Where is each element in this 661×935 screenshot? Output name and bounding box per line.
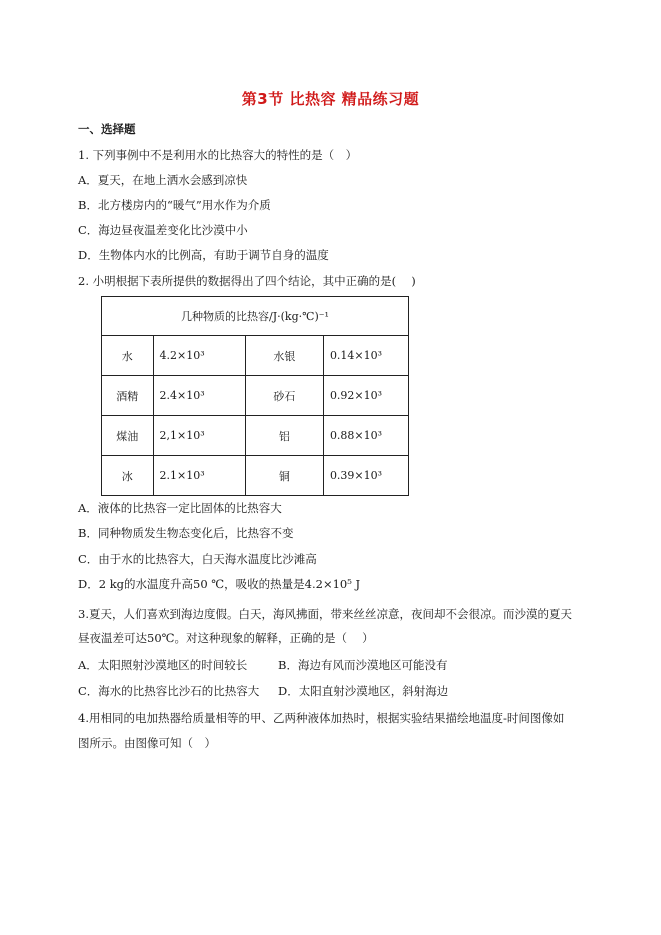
section-heading: 一、选择题	[78, 122, 136, 136]
q2-option-c: C．由于水的比热容大，白天海水温度比沙滩高	[78, 552, 317, 566]
table-row	[102, 416, 409, 456]
substance-value: 2.4×10³	[153, 376, 245, 416]
substance-name: 砂石	[245, 376, 323, 416]
specific-heat-table	[101, 296, 409, 496]
q3-stem-line2: 昼夜温差可达50℃。对这种现象的解释，正确的是（ ）	[78, 631, 374, 645]
table-row	[102, 456, 409, 496]
q1-option-a: A．夏天，在地上洒水会感到凉快	[78, 173, 248, 187]
substance-value: 2,1×10³	[153, 416, 245, 456]
table-row	[102, 376, 409, 416]
table-row	[102, 336, 409, 376]
q2-option-d: D．2 kg的水温度升高50 ℃，吸收的热量是4.2×10⁵ J	[78, 577, 361, 591]
q3-option-d: D．太阳直射沙漠地区，斜射海边	[278, 684, 449, 698]
q2-option-a: A．液体的比热容一定比固体的比热容大	[78, 501, 282, 515]
substance-name: 铝	[245, 416, 323, 456]
q2-option-b: B．同种物质发生物态变化后，比热容不变	[78, 526, 294, 540]
q4-stem-line1: 4.用相同的电加热器给质量相等的甲、乙两种液体加热时，根据实验结果描绘地温度-时间图像如	[78, 711, 565, 725]
substance-name: 冰	[102, 456, 154, 496]
q1-stem: 1. 下列事例中不是利用水的比热容大的特性的是（ ）	[78, 148, 358, 162]
substance-value: 0.39×10³	[323, 456, 408, 496]
substance-name: 铜	[245, 456, 323, 496]
q1-option-d: D．生物体内水的比例高，有助于调节自身的温度	[78, 248, 329, 262]
substance-value: 0.92×10³	[323, 376, 408, 416]
substance-value: 0.14×10³	[323, 336, 408, 376]
q3-option-a: A．太阳照射沙漠地区的时间较长	[78, 658, 248, 672]
substance-name: 水	[102, 336, 154, 376]
page-title: 第3节 比热容 精品练习题	[241, 90, 420, 108]
substance-name: 水银	[245, 336, 323, 376]
q3-option-b: B．海边有风而沙漠地区可能没有	[278, 658, 448, 672]
q2-stem: 2. 小明根据下表所提供的数据得出了四个结论，其中正确的是( )	[78, 274, 416, 288]
q3-option-c: C．海水的比热容比沙石的比热容大	[78, 684, 260, 698]
q3-options-row1	[78, 657, 447, 673]
table-header-row	[102, 297, 409, 336]
substance-name: 煤油	[102, 416, 154, 456]
q3-options-row2	[78, 683, 448, 699]
table-header: 几种物质的比热容/J·(kg·℃)⁻¹	[102, 297, 409, 336]
substance-value: 4.2×10³	[153, 336, 245, 376]
substance-value: 0.88×10³	[323, 416, 408, 456]
q4-stem-line2: 图所示。由图像可知（ ）	[78, 736, 216, 750]
substance-name: 酒精	[102, 376, 154, 416]
substance-value: 2.1×10³	[153, 456, 245, 496]
q3-stem-line1: 3.夏天，人们喜欢到海边度假。白天，海风拂面，带来丝丝凉意，夜间却不会很凉。而沙漠的夏天	[78, 607, 572, 621]
q1-option-c: C．海边昼夜温差变化比沙漠中小	[78, 223, 248, 237]
q1-option-b: B．北方楼房内的“暖气”用水作为介质	[78, 198, 271, 212]
